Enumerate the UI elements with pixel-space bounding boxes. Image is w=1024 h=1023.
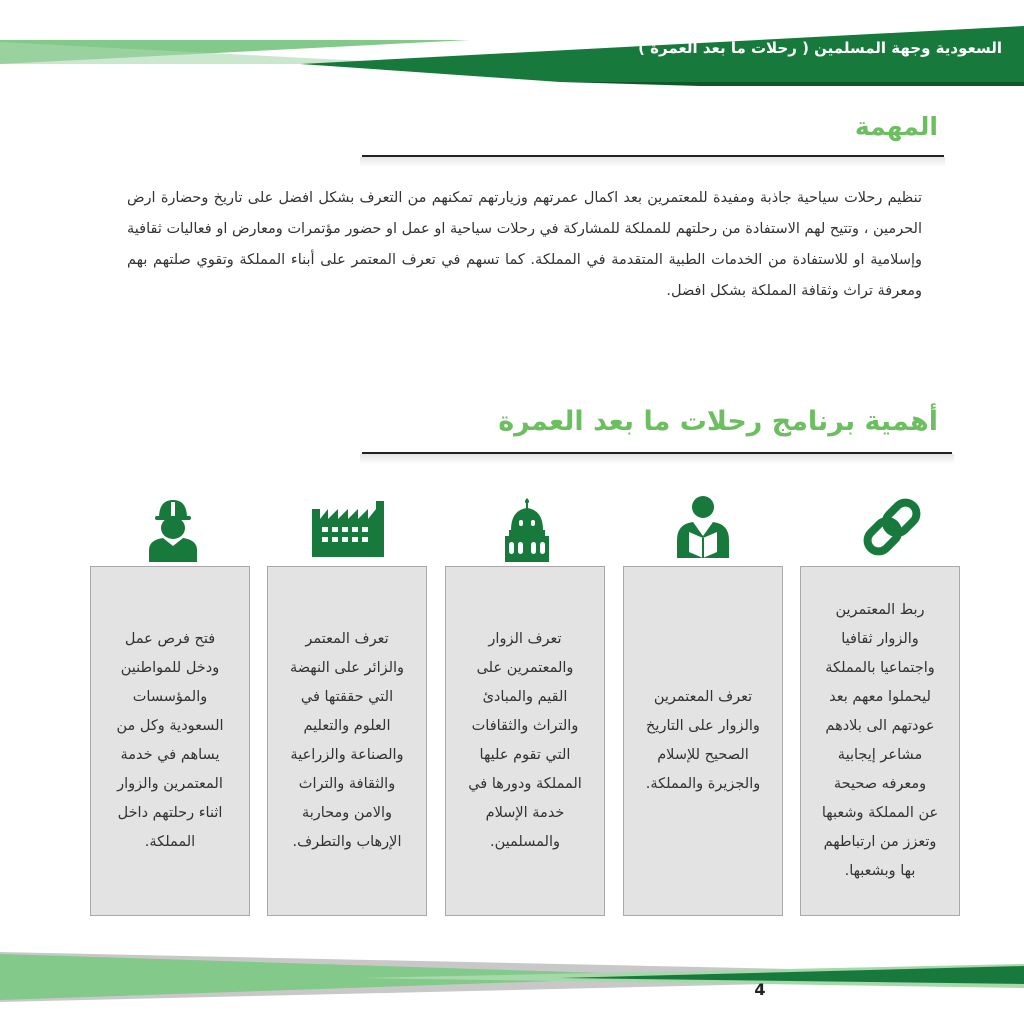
importance-card-renaissance [267,566,427,916]
importance-card-values [445,566,605,916]
card-text: ربط المعتمرين والزوار ثقافيا واجتماعيا بالمملكة ليحملوا معهم بعد عودتهم الى بلادهم مشاعر إيجابية ومعرفه صحيحة عن المملكة وشعبها وتعزز من ارتباطهم بها وبشعبها. [821,602,939,879]
mission-body: تنظيم رحلات سياحية جاذبة ومفيدة للمعتمرين بعد اكمال عمرتهم وزيارتهم تمكنهم من التعرف بشكل افضل على تاريخ وحضارة ارض الحرمين ، وتتيح لهم الاستفادة من رحلتهم للمملكة للمشاركة في رحلات سياحية او عمل او حضور مؤتمرات ومعارض او فعاليات ثقافية وإسلامية او للاستفادة من الخدمات الطبية المتقدمة في المملكة. كما تسهم في تعرف المعتمر على أبناء المملكة وتقوي صلتهم بهم ومعرفة تراث وثقافة المملكة بشكل افضل. [127,190,922,299]
page-number: 4 [754,980,766,999]
worker-helmet-icon [133,494,213,564]
card-text: تعرف الزوار والمعتمرين على القيم والمبادئ والتراث والثقافات التي تقوم عليها المملكة ودورها في خدمة الإسلام والمسلمين. [468,631,582,850]
importance-card-cultural-ties [800,566,960,916]
card-text: تعرف المعتمرين والزوار على التاريخ الصحيح للإسلام والجزيرة والمملكة. [645,689,761,792]
chain-link-icon [852,492,932,562]
person-reading-icon [663,492,743,562]
card-text: فتح فرص عمل ودخل للمواطنين والمؤسسات السعودية وكل من يساهم في خدمة المعتمرين والزوار اثناء رحلتهم داخل المملكة. [116,631,224,850]
card-text: تعرف المعتمر والزائر على النهضة التي حققتها في العلوم والتعليم والصناعة والزراعية والثقافة والتراث والامن ومحاربة الإرهاب والتطرف. [289,631,405,850]
mission-rule [362,155,944,157]
importance-heading: أهمية برنامج رحلات ما بعد العمرة [498,406,938,437]
mission-rule-shadow [360,157,945,167]
header-title: السعودية وجهة المسلمين ( رحلات ما بعد العمرة ) [638,39,1002,57]
importance-card-jobs [90,566,250,916]
importance-card-history [623,566,783,916]
mission-heading: المهمة [854,112,938,141]
importance-rule [362,452,952,454]
mosque-icon [487,494,567,564]
footer-banner [0,948,1024,1008]
factory-icon [308,495,388,565]
importance-rule-shadow [360,454,954,464]
